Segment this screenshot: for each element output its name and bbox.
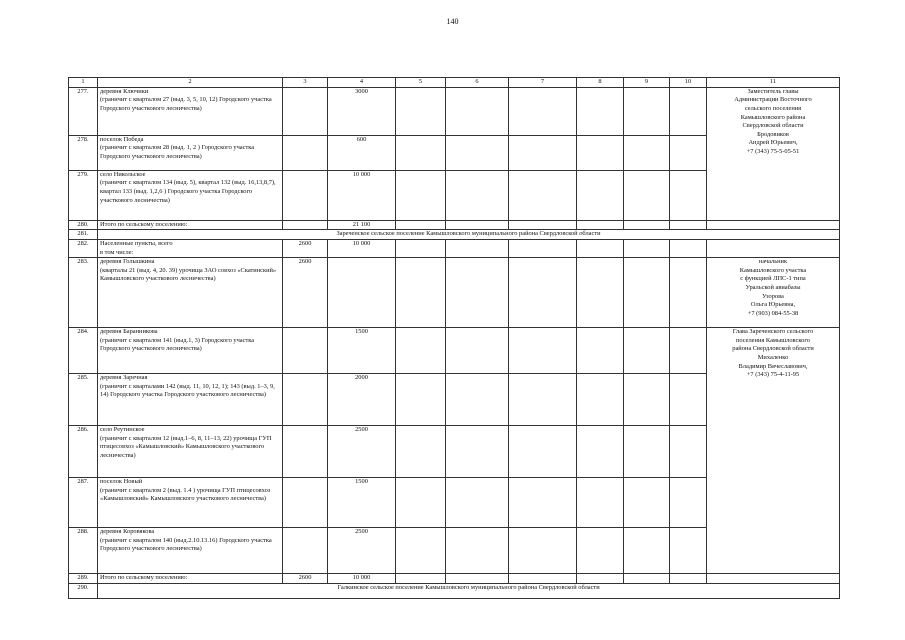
empty-cell <box>624 478 670 528</box>
settlement-cell <box>98 328 283 374</box>
row-number: 283. <box>69 258 98 328</box>
column-header: 7 <box>509 78 577 88</box>
row-number: 286. <box>69 426 98 478</box>
col3-value <box>283 220 328 230</box>
empty-cell <box>396 258 446 328</box>
empty-cell <box>446 528 509 574</box>
settlement-name: деревня Заречная <box>100 374 148 382</box>
col3-value <box>283 426 328 478</box>
subtotal-label: Итого по сельскому поселению: <box>98 574 283 584</box>
empty-cell <box>577 374 624 426</box>
col4-value: 21 100 <box>328 220 396 230</box>
col3-value <box>283 374 328 426</box>
empty-cell <box>577 239 624 257</box>
row-number: 289. <box>69 574 98 584</box>
empty-cell <box>624 528 670 574</box>
settlement-description: в том числе: <box>100 248 134 256</box>
column-header: 3 <box>283 78 328 88</box>
settlement-description: (граничит с кварталами 142 (выд. 11, 10, 12, 1); 143 (выд. 1–3, 9, 14) Городского участка Городского участкового лесничества) <box>100 382 275 399</box>
col4-value: 2500 <box>328 426 396 478</box>
empty-cell <box>707 574 840 584</box>
col4-value <box>328 258 396 328</box>
empty-cell <box>577 258 624 328</box>
column-header: 2 <box>98 78 283 88</box>
settlement-cell <box>98 87 283 135</box>
col4-value: 10 000 <box>328 239 396 257</box>
col3-value <box>283 478 328 528</box>
empty-cell <box>624 87 670 135</box>
empty-cell <box>577 478 624 528</box>
empty-cell <box>396 426 446 478</box>
empty-cell <box>446 328 509 374</box>
col4-value: 10 000 <box>328 574 396 584</box>
settlement-cell <box>98 478 283 528</box>
empty-cell <box>509 478 577 528</box>
empty-cell <box>670 258 707 328</box>
contact-line: Ольга Юрьевна, <box>750 301 796 309</box>
contact-line: Камышловского участка <box>739 266 807 274</box>
col4-value: 2500 <box>328 528 396 574</box>
column-header-row <box>69 78 840 88</box>
col3-value <box>283 87 328 135</box>
column-header: 11 <box>707 78 840 88</box>
empty-cell <box>624 574 670 584</box>
empty-cell <box>670 239 707 257</box>
empty-cell <box>396 528 446 574</box>
empty-cell <box>670 374 707 426</box>
empty-cell <box>577 220 624 230</box>
empty-cell <box>624 170 670 220</box>
table-row <box>69 328 840 374</box>
empty-cell <box>509 374 577 426</box>
settlement-cell <box>98 528 283 574</box>
col3-value <box>283 170 328 220</box>
column-header: 8 <box>577 78 624 88</box>
empty-cell <box>707 239 840 257</box>
responsible-contact-vostochnoe <box>707 87 840 220</box>
col3-value: 2600 <box>283 574 328 584</box>
empty-cell <box>577 135 624 170</box>
empty-cell <box>624 258 670 328</box>
settlement-description: (граничит с кварталом 134 (выд. 5), квартал 132 (выд. 16,13,8,7), квартал 133 (выд. 1,2,6 ) Городского участка Городского участкового лесничества) <box>100 179 276 204</box>
empty-cell <box>446 258 509 328</box>
contact-line: Глава Зареченского сельского <box>732 328 814 336</box>
settlement-description: (граничит с кварталом 12 (выд.1–6, 8, 11–13, 22) урочища ГУП птицесовхоз «Камышловский» Камышловского участкового лесничества) <box>100 434 272 460</box>
section-header-row <box>69 230 840 240</box>
contact-line: начальник <box>758 258 788 266</box>
col4-value: 1500 <box>328 328 396 374</box>
column-header: 9 <box>624 78 670 88</box>
contact-line: Уральской авиабазы <box>745 284 801 292</box>
empty-cell <box>509 426 577 478</box>
empty-cell <box>670 170 707 220</box>
contact-line: Заместитель главы <box>747 87 799 95</box>
empty-cell <box>670 135 707 170</box>
settlement-name: деревня Баранникова <box>100 328 158 336</box>
col4-value: 2000 <box>328 374 396 426</box>
settlement-name: деревня Голышкина <box>100 258 155 266</box>
row-number: 282. <box>69 239 98 257</box>
row-number: 284. <box>69 328 98 374</box>
empty-cell <box>396 87 446 135</box>
empty-cell <box>577 87 624 135</box>
empty-cell <box>446 135 509 170</box>
row-number: 280. <box>69 220 98 230</box>
row-number: 281. <box>69 230 98 240</box>
empty-cell <box>670 528 707 574</box>
contact-line: Владимир Вячеславович, <box>738 362 808 370</box>
col4-value: 3000 <box>328 87 396 135</box>
empty-cell <box>624 239 670 257</box>
empty-cell <box>396 135 446 170</box>
col3-value <box>283 328 328 374</box>
settlement-name: деревня Коровякова <box>100 528 155 536</box>
section-header-row <box>69 583 840 598</box>
table-row <box>69 258 840 328</box>
settlement-name: село Никольское <box>100 170 146 178</box>
settlement-description: (граничит с кварталом 141 (выд.1, 3) Городского участка Городского участкового лесничества) <box>100 336 255 353</box>
empty-cell <box>396 374 446 426</box>
empty-cell <box>509 239 577 257</box>
empty-cell <box>446 574 509 584</box>
settlement-name: деревня Ключики <box>100 87 149 95</box>
empty-cell <box>670 574 707 584</box>
row-number: 277. <box>69 87 98 135</box>
table-row <box>69 239 840 257</box>
empty-cell <box>624 135 670 170</box>
contact-line: сельского поселения <box>744 104 802 112</box>
settlement-name: село Реутинское <box>100 426 145 434</box>
settlement-name: поселок Новый <box>100 478 143 486</box>
settlement-cell <box>98 135 283 170</box>
empty-cell <box>670 87 707 135</box>
contact-line: поселения Камышловского <box>735 336 811 344</box>
column-header: 10 <box>670 78 707 88</box>
empty-cell <box>509 258 577 328</box>
page-number: 140 <box>446 17 459 26</box>
row-number: 290. <box>69 583 98 598</box>
settlement-cell <box>98 426 283 478</box>
settlement-name: поселок Победа <box>100 135 144 143</box>
empty-cell <box>670 426 707 478</box>
settlement-description: (граничит с кварталом 140 (выд.2.10.13.16) Городского участка Городского участкового лесничества) <box>100 536 272 553</box>
section-title: Зареченское сельское поселение Камышловского муниципального района Свердловской области <box>98 230 840 240</box>
column-header: 1 <box>69 78 98 88</box>
empty-cell <box>396 478 446 528</box>
section-title: Галкинское сельское поселение Камышловского муниципального района Свердловской области <box>98 583 840 598</box>
empty-cell <box>577 528 624 574</box>
empty-cell <box>396 328 446 374</box>
row-number: 279. <box>69 170 98 220</box>
contact-line: района Свердловской области <box>732 345 814 353</box>
empty-cell <box>624 374 670 426</box>
column-header: 5 <box>396 78 446 88</box>
contact-line: Узорова <box>762 292 784 300</box>
settlement-description: (кварталы 21 (выд. 4, 20. 39) урочища ЗАО совхоз «Скатинский» Камышловского участкового лесничества) <box>100 266 277 283</box>
empty-cell <box>509 328 577 374</box>
col4-value: 1500 <box>328 478 396 528</box>
contact-line: Камышловского района <box>740 113 806 121</box>
col4-value: 10 000 <box>328 170 396 220</box>
empty-cell <box>577 328 624 374</box>
empty-cell <box>509 528 577 574</box>
empty-cell <box>509 220 577 230</box>
empty-cell <box>446 478 509 528</box>
responsible-contact-avialesookhrana <box>707 258 840 328</box>
contact-phone: +7 (903) 084-55-38 <box>747 310 799 318</box>
empty-cell <box>396 220 446 230</box>
settlement-description: (граничит с кварталом 2 (выд. 1.4 ) урочища ГУП птицесовхоз «Камышловский» Камышловского участкового лесничества) <box>100 486 271 503</box>
empty-cell <box>396 170 446 220</box>
subtotal-label: Итого по сельскому поселению: <box>98 220 283 230</box>
empty-cell <box>670 220 707 230</box>
empty-cell <box>446 220 509 230</box>
table-row <box>69 574 840 584</box>
column-header: 6 <box>446 78 509 88</box>
contact-line: Андрей Юрьевич, <box>748 139 798 147</box>
empty-cell <box>509 574 577 584</box>
empty-cell <box>670 478 707 528</box>
responsible-contact-zarechnoe <box>707 328 840 574</box>
empty-cell <box>446 426 509 478</box>
empty-cell <box>446 239 509 257</box>
empty-cell <box>509 135 577 170</box>
settlement-cell <box>98 239 283 257</box>
empty-cell <box>509 87 577 135</box>
settlement-cell <box>98 170 283 220</box>
empty-cell <box>446 374 509 426</box>
empty-cell <box>446 87 509 135</box>
contact-line: Бродовиков <box>757 130 789 138</box>
row-number: 287. <box>69 478 98 528</box>
empty-cell <box>624 426 670 478</box>
col3-value: 2600 <box>283 258 328 328</box>
col4-value: 600 <box>328 135 396 170</box>
row-number: 278. <box>69 135 98 170</box>
col3-value: 2600 <box>283 239 328 257</box>
settlement-name: Населенные пункты, всего <box>100 239 173 247</box>
contact-line: Михаленко <box>757 354 789 362</box>
col3-value <box>283 135 328 170</box>
settlement-cell <box>98 374 283 426</box>
contact-phone: +7 (343) 75-5-05-51 <box>746 148 800 156</box>
empty-cell <box>670 328 707 374</box>
row-number: 285. <box>69 374 98 426</box>
empty-cell <box>446 170 509 220</box>
empty-cell <box>509 170 577 220</box>
table-row <box>69 220 840 230</box>
column-header: 4 <box>328 78 396 88</box>
empty-cell <box>624 328 670 374</box>
settlement-description: (граничит с кварталом 27 (выд. 3, 5, 10, 12) Городского участка Городского участкового лесничества) <box>100 96 272 112</box>
empty-cell <box>396 574 446 584</box>
settlement-cell <box>98 258 283 328</box>
empty-cell <box>707 220 840 230</box>
empty-cell <box>577 426 624 478</box>
empty-cell <box>577 170 624 220</box>
table-row <box>69 87 840 135</box>
contact-line: с функцией ЛПС-1 типа <box>740 275 806 283</box>
contact-line: Свердловской области <box>742 122 804 130</box>
empty-cell <box>624 220 670 230</box>
row-number: 288. <box>69 528 98 574</box>
empty-cell <box>396 239 446 257</box>
contact-phone: +7 (343) 75-4-11-95 <box>746 371 800 379</box>
empty-cell <box>577 574 624 584</box>
col3-value <box>283 528 328 574</box>
settlement-description: (граничит с кварталом 28 (выд. 1, 2 ) Городского участка Городского участкового лесничества) <box>100 144 255 160</box>
fire-safety-table <box>68 77 840 599</box>
contact-line: Администрации Восточного <box>734 96 812 104</box>
